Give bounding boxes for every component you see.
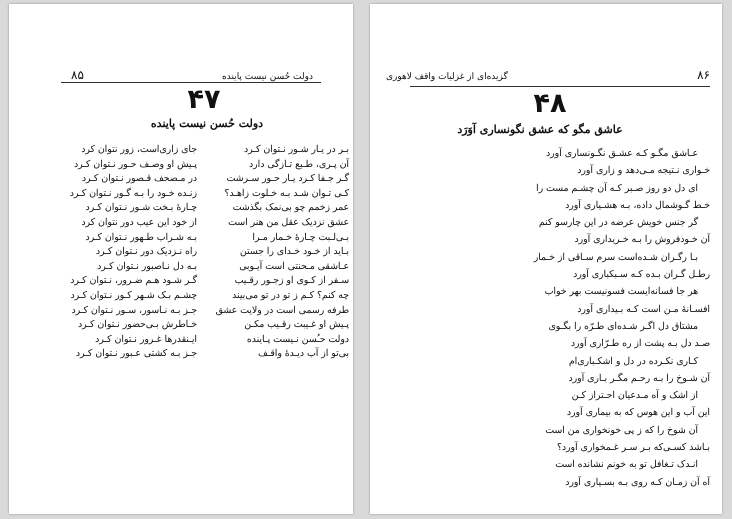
poem-hemistich: بـی‌لـبت چـارۀ خـمار مـرا [252, 231, 349, 243]
right-page [370, 4, 722, 514]
poem-hemistich: سـفر از کـوی او زجـور رقـیب [234, 275, 349, 287]
poem-hemistich: جـز بـه نـاسور، سـور نـتوان کـرد [71, 304, 197, 316]
poem-hemistich: افسـانۀ مـن است کـه بـیداری آورد [577, 303, 710, 315]
poem-hemistich: عشق نزدیک عقل من هنر است [228, 216, 349, 228]
poem-hemistich: چشـم بـک شـهر کـور نـتوان کـرد [70, 289, 197, 301]
right-header-rule [410, 86, 710, 87]
right-poem-number: ۴۸ [533, 88, 567, 119]
poem-hemistich: جـز بـه کشتی عـبور نـتوان کـرد [75, 348, 197, 360]
poem-hemistich: آن پـری، طـبع تـازگی دارد [249, 158, 349, 170]
poem-hemistich: خـط گـوشمال داده، بـه هشـیاری آورد [565, 199, 710, 211]
poem-hemistich: زنـده خـود را بـه گـور نـتوان کـرد [69, 187, 197, 199]
left-page-number: ۸۵ [71, 68, 84, 82]
poem-hemistich: دولت حـُسن نـیست پـاینده [246, 333, 349, 345]
poem-hemistich: بی‌تو از آب دیـدۀ واقـف [257, 348, 349, 360]
right-page-header [386, 68, 710, 82]
poem-hemistich: از اشک و آه مـدعیان احـتراز کـن [571, 390, 698, 402]
poem-hemistich: آه آن زمـان کـه روی بـه بسـیاری آورد [565, 476, 710, 488]
poem-hemistich: عـاشقی مـحنتی است آیـوبی [239, 260, 349, 272]
poem-hemistich: ایـنقدرها غـرور نـتوان کـرد [95, 333, 197, 345]
left-poem-right-hemistichs [204, 143, 349, 362]
poem-hemistich: گـر جـفا کـرد یـار حـور سـرشت [226, 173, 349, 185]
right-header-title: گزیده‌ای از غزلیات واقف لاهوری [386, 72, 508, 82]
poem-hemistich: پـیش او غـیبت رقـیب مکـن [244, 319, 349, 331]
left-header-rule [61, 82, 321, 83]
poem-hemistich: بـه دل نـاصبور نـتوان کـرد [97, 260, 197, 272]
poem-hemistich: مشتاق دل اگـر شـده‌ای طـرّه را بگـوی [548, 320, 698, 332]
poem-hemistich: بـه شـراب طـهور نـتوان کـرد [85, 231, 197, 243]
poem-hemistich: آن شـوخ را بـه رحـم مگـر بـاری آورد [568, 372, 710, 384]
left-page [9, 4, 353, 514]
left-page-header [71, 68, 313, 82]
poem-hemistich: چه کنم؟ کـم ز تو در تو می‌بیند [232, 289, 349, 301]
left-poem-left-hemistichs [67, 143, 197, 362]
poem-hemistich: بـاشد کسـی‌که بـر سـر غـمخواری آورد؟ [556, 442, 710, 454]
poem-hemistich: طرفه رسمی است در ولایت عشق [215, 304, 349, 316]
right-poem-lines [410, 145, 710, 491]
poem-hemistich: کـاری نکـرده در دل و اشکـباری‌ام [568, 355, 698, 367]
poem-hemistich: بـا رگـران شـده‌است سرم سـاقی از خـمار [533, 251, 698, 263]
right-page-number: ۸۶ [697, 68, 710, 82]
poem-hemistich: خـاطرش بـی‌حضور نـتوان کـرد [78, 319, 197, 331]
poem-hemistich: بـر در یـار شـور نـتوان کـرد [243, 144, 349, 155]
poem-hemistich: کـی تـوان شـد بـه خـلوت زاهـد؟ [224, 187, 349, 199]
poem-hemistich: چـارۀ بـخت شـور نـتوان کـرد [85, 202, 197, 214]
poem-hemistich: رطـل گـران بـده کـه سـبکباری آورد [573, 269, 710, 281]
poem-hemistich: در مـصحف قـصور نـتوان کـرد [81, 173, 197, 185]
poem-hemistich: پـیش او وصـف حـور نـتوان کـرد [73, 158, 197, 170]
poem-hemistich: جای زاری‌است، زور نتوان کرد [81, 144, 197, 155]
poem-hemistich: بـاید از خـود خـدای را جستن [239, 246, 349, 258]
left-poem-title: دولت حُسن نیست پاینده [150, 117, 264, 130]
poem-hemistich: آن شوخ را که ز پی خونخواری من است [545, 424, 698, 436]
poem-hemistich: خـواری نـتیجه مـی‌دهد و زاری آورد [577, 165, 710, 177]
poem-hemistich: راه نـزدیک دور نـتوان کـرد [95, 246, 197, 258]
poem-hemistich: گر جنس خویش عرضه در این چارسو کنم [538, 217, 698, 229]
poem-hemistich: این آب و این هوس که به بیماری آورد [566, 407, 710, 419]
poem-hemistich: ای دل دو روز صـبر کـه آن چشـم مست را [536, 182, 698, 194]
poem-hemistich: عـاشق مگـو کـه عشـق نگـونساری آورد [546, 148, 698, 159]
poem-hemistich: گـر شـود هـم ضـرور، نـتوان کـرد [70, 275, 197, 287]
poem-hemistich: هر جا فسانه‌ایست فسونیست بهر خواب [544, 286, 698, 298]
poem-hemistich: آن خـودفروش را بـه خـریداری آورد [574, 234, 710, 246]
poem-hemistich: صـد دل بـه پشت از ره طـرّاری آورد [570, 338, 710, 350]
left-poem-number: ۴۷ [187, 84, 221, 115]
poem-hemistich: عمر زخمم چو بی‌نمک بگذشت [232, 202, 349, 214]
poem-hemistich: انـدک تـغافل تو به خونم نشانده است [555, 459, 698, 471]
poem-hemistich: از خود این عیب دور نتوان کرد [81, 216, 197, 228]
right-poem-title: عاشق مگو که عشق نگونساری آوَرَد [457, 123, 623, 136]
left-header-title: دولت حُسن نیست پاینده [222, 72, 313, 82]
